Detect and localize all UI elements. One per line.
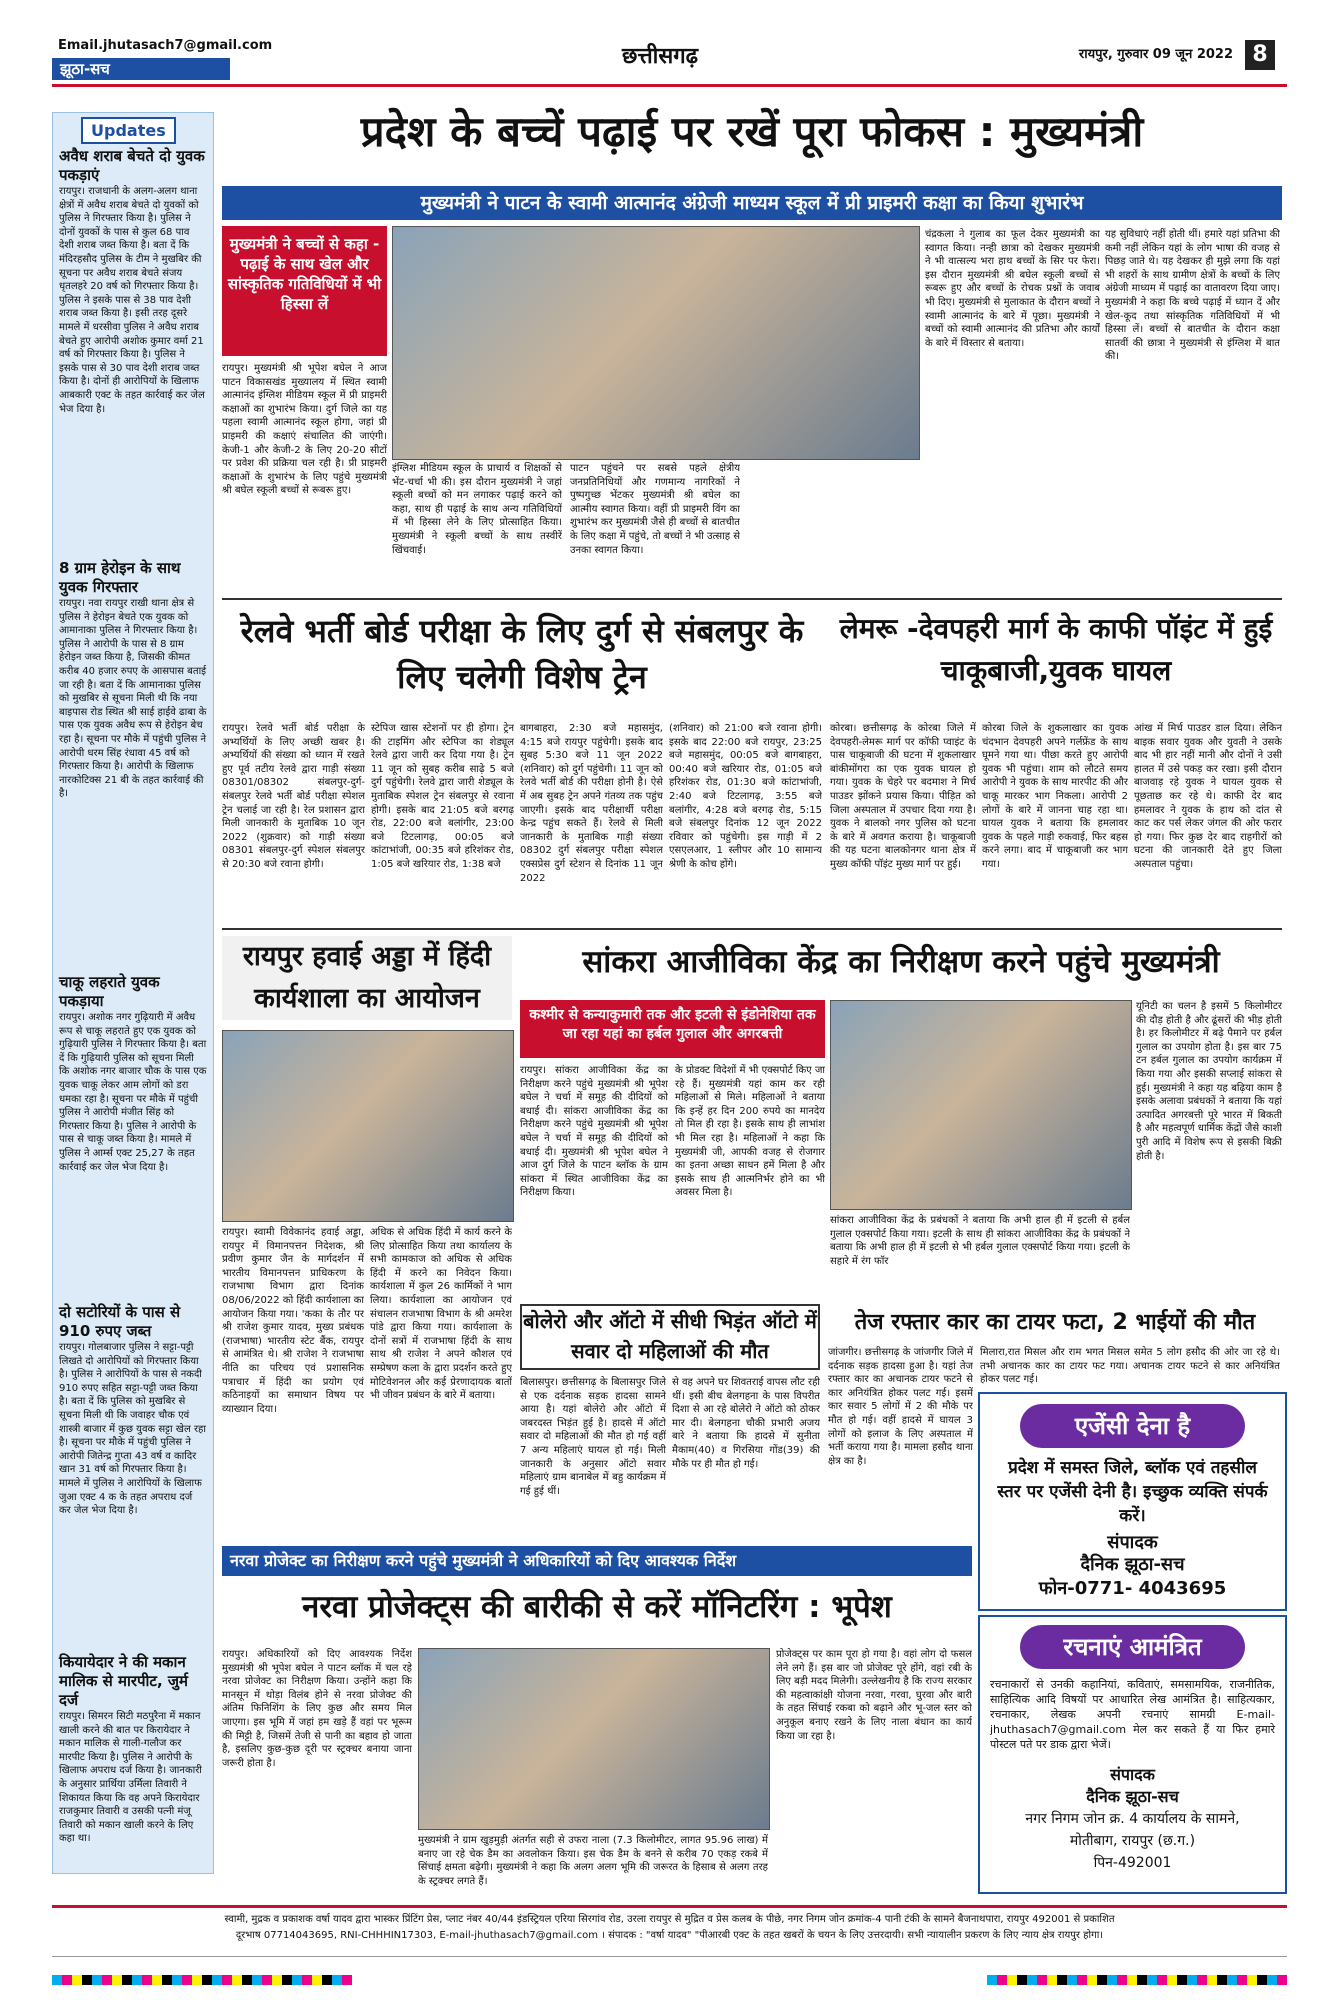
rachna-ad-pin: पिन-492001 [1093,1855,1172,1871]
bolero-body-col1: बिलासपुर। छत्तीसगढ़ के बिलासपुर जिले से एक दर्दनाक सड़क हादसा सामने आया है। यहां बोलेरो और ऑटो में जबरदस्त भिड़ंत हुई है। हादसे में ऑटो सवार दो महिलाओं की मौत हो गई वहीं 7 अन्य महिलाएं घायल हो गई। मिली जानकारी के अनुसार ऑटो सवार महिलाएं ग्राम बानाबेल में बहु कार्यक्रम में गई हुई थीं। [520,1377,666,1497]
agency-ad-pill: एजेंसी देना है [1020,1404,1245,1448]
section-state: छत्तीसगढ़ [622,44,698,69]
rail-body-col3: बागबाहरा, 2:30 बजे महासमुंद, 4:15 बजे रायपुर पहुंचेगी। इसके बाद सुबह 5:30 बजे 11 जून 2022 (शनिवार) को दुर्ग पहुंचेगी। 11 जून को रेलवे भर्ती बोर्ड की परीक्षा होनी है। ऐसे में अब सुबह ट्रेन अपने गंतव्य तक पहुंच जाएगी। इसके बाद परीक्षार्थी परीक्षा केन्द्र पहुंच सकते हैं। रेलवे से मिली जानकारी के मुताबिक गाड़ी संख्या 08302 दुर्ग संबलपुर परीक्षा स्पेशल एक्सप्रेस दुर्ग स्टेशन से दिनांक 11 जून 2022 [520,723,663,884]
header-rule [52,84,1287,87]
narwa-body-col2: प्रोजेक्ट्स पर काम पूरा हो गया है। वहां लोग दो फसल लेने लगे हैं। इस बार जो प्रोजेक्ट पूरे होंगे, वहां रबी के लिए बड़ी मदद मिलेगी। उल्लेखनीय है कि राज्य सरकार की महत्वाकांक्षी योजना नरवा, गरवा, घुरवा और बारी के तहत सिंचाई रकबा को बढ़ाने और भू-जल स्तर को अनुकूल बनाए रखने के लिए नाला बंधान का कार्य किया जा रहा है। [776,1649,972,1742]
tyre-headline: तेज रफ्तार कार का टायर फटा, 2 भाईयों की मौत [854,1310,1256,1335]
agency-ad-editor: संपादक [1107,1532,1158,1553]
rail-body-col2: स्टेपिज खास स्टेशनों पर ही होगा। ट्रेन की टाइमिंग और स्टेपिज का शेड्यूल रेलवे द्वारा जारी कर दिया गया है। ट्रेन 11 जून को सुबह करीब साढ़े 5 बजे दुर्ग पहुंचेगी। रेलवे द्वारा जारी शेड्यूल के मुताबिक स्पेशल ट्रेन संबलपुर से रवाना होगी। इसके बाद 21:05 बजे बरगढ़ रोड, 22:00 बजे बलांगीर, 23:00 बजे टिटलागढ़, 00:05 बजे कांटाभांजी, 00:35 बजे हरिशंकर रोड, 1:05 बजे खरियार रोड, 1:38 बजे [371,723,514,870]
lead-body-col4: चंद्रकला ने गुलाब का फूल देकर मुख्यमंत्री का स्वागत किया। नन्ही छात्रा को देखकर मुख्यमंत्री ने भी वात्सल्य भरा हाथ बच्चों के सिर पर फेरा। इस दौरान मुख्यमंत्री श्री बघेल स्कूली बच्चों से रूबरू हुए और बच्चों के रोचक प्रश्नों के जवाब भी दिए। मुख्यमंत्री से मुलाकात के दौरान बच्चों ने स्वामी आत्मानंद के बारे में पूछा। मुख्यमंत्री ने बच्चों को स्वामी आत्मानंद की प्रतिभा और कार्यों के बारे में विस्तार से बताया। [925,229,1100,349]
header-email: Email.jhutasach7@gmail.com [58,38,273,53]
lead-body-col1: रायपुर। मुख्यमंत्री श्री भूपेश बघेल ने आज पाटन विकासखंड मुख्यालय में स्थित स्वामी आत्मानंद इंग्लिश मीडियम स्कूल में प्री प्राइमरी कक्षाओं का शुभारंभ किया। दुर्ग जिले का यह पहला स्वामी आत्मानंद स्कूल होगा, जहां प्री प्राइमरी की कक्षाएं संचालित की जाएंगी। केजी-1 और केजी-2 के लिए 20-20 सीटों पर प्रवेश की प्रक्रिया चल रही है। प्री प्राइमरी कक्षाओं के शुभारंभ के लिए पहुंचे मुख्यमंत्री श्री बघेल स्कूली बच्चों से रूबरू हुए। [222,363,387,497]
tyre-body-col1: जांजगीर। छत्तीसगढ़ के जांजगीर जिले में दर्दनाक सड़क हादसा हुआ है। यहां तेज रफ्तार कार का अचानक टायर फटने से कार अनियंत्रित होकर पलट गई। इसमें कार सवार 5 लोगों में 2 की मौके पर मौत हो गई। वहीं हादसे में घायल 3 लोगों को इलाज के लिए अस्पताल में भर्ती कराया गया है। मामला हसौद थाना क्षेत्र का है। [828,1347,973,1467]
sankra-body-col2: के प्रोडक्ट विदेशों में भी एक्सपोर्ट किए जा रहे हैं। मुख्यमंत्री यहां काम कर रही महिलाओं से मिले। महिलाओं ने बताया कि इन्हें हर दिन 200 रुपये का मानदेय तो मिल ही रहा है। इसके साथ ही लाभांश भी मिल रहा है। महिलाओं ने कहा कि मुख्यमंत्री जी, आपकी वजह से रोजगार का इतना अच्छा साधन हमें मिला है और इसके साथ ही आत्मनिर्भर होने का भी अवसर मिला है। [675,1065,825,1199]
rachna-ad-paper: दैनिक झूठा-सच [1086,1787,1179,1806]
narwa-headline: नरवा प्रोजेक्ट्स की बारीकी से करें मॉनिटरिंग : भूपेश [302,1589,892,1625]
sankra-headline: सांकरा आजीविका केंद्र का निरीक्षण करने पहुंचे मुख्यमंत्री [582,944,1220,980]
sidebar-story [59,559,207,801]
sankra-body-col1: रायपुर। सांकरा आजीविका केंद्र का निरीक्षण करने पहुंचे मुख्यमंत्री श्री भूपेश बघेल ने चर्चा में समूह की दीदियों को बधाई दी। सांकरा आजीविका केंद्र का निरीक्षण करने पहुंचे मुख्यमंत्री श्री भूपेश बघेल ने चर्चा में समूह की दीदियों को बधाई दी। मुख्यमंत्री श्री भूपेश बघेल ने आज दुर्ग जिले के पाटन ब्लॉक के ग्राम सांकरा में स्थित आजीविका केंद्र का निरीक्षण किया। [520,1065,668,1199]
narwa-subheadline: नरवा प्रोजेक्ट का निरीक्षण करने पहुंचे मुख्यमंत्री ने अधिकारियों को दिए आवश्यक निर्देश [222,1546,972,1576]
sidebar-story [59,147,207,416]
sidebar-story-body: रायपुर। अशोक नगर गुढ़ियारी में अवैध रूप से चाकू लहराते हुए एक युवक को गुढ़ियारी पुलिस ने गिरफ्तार किया है। बता दें कि गुढ़ियारी पुलिस को सूचना मिली कि अशोक नगर बाजार चौक के पास एक युवक चाकू लेकर आम लोगों को डरा धमका रहा है। सूचना पर मौके में पहुंची पुलिस ने आरोपी मंजीत सिंह को गिरफ्तार किया है। पुलिस ने आरोपी के पास से चाकू जब्त किया है। मामले में पुलिस ने आर्म्स एक्ट 25,27 के तहत कार्रवाई कर जेल भेज दिया है। [59,1012,207,1173]
lead-photo-cm-with-students [392,226,920,460]
rachna-ad-pill: रचनाएं आमंत्रित [1020,1625,1245,1669]
bolero-body-col2: से वह अपने घर शिवतराई वापस लौट रही थीं। इसी बीच बेलगहना के पास विपरीत दिशा से आ रहे बोलेरो ने ऑटो को ठोकर मार दी। बेलगहना चौकी प्रभारी अजय बारे ने बताया कि हादसे में सुनीता मैकाम(40) व गिरसिया गोंड(39) की मौके पर ही मौत हो गई। [672,1377,820,1470]
sidebar-story [59,973,207,1174]
lead-body-col5: यह सुविधाएं नहीं होती थीं। हमारे यहां प्रतिभा की कमी नहीं लेकिन यहां के लोग भाषा की वजह से पिछड़ जाते थे। यह देखकर ही मुझे लगा कि यहां भी शहरों के साथ ग्रामीण क्षेत्रों के बच्चों के लिए अंग्रेजी माध्यम में पढ़ाई का वातावरण दिया जाए। मुख्यमंत्री ने कहा कि बच्चे पढ़ाई में ध्यान दें और खेल-कूद तथा सांस्कृतिक गतिविधियों में भी हिस्सा लें। बच्चों से बातचीत के दौरान कक्षा सातवीं की छात्रा ने मुख्यमंत्री से इंग्लिश में बात की। [1105,229,1280,363]
page-number: 8 [1245,40,1275,70]
rachna-ad-editor: संपादक [1110,1765,1155,1784]
rachna-ad-address-2: मोतीबाग, रायपुर (छ.ग.) [1069,1833,1196,1849]
lemru-body-col3: आंख में मिर्च पाउडर डाल दिया। लेकिन बाइक सवार युवक और युवती ने उसके बाद भी हार नहीं मानी और दोनों ने उसी हालत में उसे पकड़ कर रखा। इसी दौरान बाजवाड़ रहे युवक ने घायल युवक से पूछताछ कर रहे थे। काफी देर बाद हमलावर ने युवक के हाथ को दांत से काट कर पर्स लेकर जंगल की ओर फरार हो गया। फिर कुछ देर बाद राहगीरों को घटना की जानकारी देते हुए जिला अस्पताल पहुंचा। [1134,723,1282,870]
lead-headline: प्रदेश के बच्चें पढ़ाई पर रखें पूरा फोकस : मुख्यमंत्री [360,107,1144,156]
divider [222,928,1282,930]
masthead: झूठा-सच [52,58,230,80]
rachna-ad [978,1615,1287,1894]
print-color-bar [52,1975,352,1985]
bolero-headline: बोलेरो और ऑटो में सीधी भिड़ंत ऑटो में सवार दो महिलाओं की मौत [520,1304,820,1370]
header-date: रायपुर, गुरुवार 09 जून 2022 [1078,47,1233,62]
sidebar-story-body: रायपुर। गोलबाजार पुलिस ने सट्टा-पट्टी लिखते दो आरोपियों को गिरफ्तार किया है। पुलिस ने आरोपियों के पास से नकदी 910 रुपए सहित सट्टा-पट्टी जब्त किया है। बता दें कि पुलिस को मुखबिर से सूचना मिली थी कि जवाहर चौक एवं शास्त्री बाजार में कुछ युवक सट्टा खेल रहा है। सूचना पर मौके में पहुंची पुलिस ने आरोपी जितेन्द्र गुप्ता 43 वर्ष व कादिर खान 31 वर्ष को गिरफ्तार किया है। मामले में पुलिस ने आरोपियों के खिलाफ जुआ एक्ट 4 क के तहत अपराध दर्ज कर जेल भेज दिया है। [59,1342,206,1517]
lemru-body-col1: कोरबा। छत्तीसगढ़ के कोरबा जिले में देवपहरी-लेमरू मार्ग पर कॉफी प्वाइंट के पास चाकूबाजी की घटना में शुकलाखार बांकीमोंगरा का एक युवक घायल हो गया। युवक के चेहरे पर बदमाश ने मिर्च पाउडर झोंकने प्रयास किया। पीड़ित को जिला अस्पताल में उपचार दिया गया है। युवक ने बालको नगर पुलिस को घटना के बारे में अवगत कराया है। चाकूबाजी की यह घटना बालकोनगर थाना क्षेत्र में मुख्य कॉफी पॉइंट मुख्य मार्ग पर हुई। [830,723,976,870]
sidebar-story-title: अवैध शराब बेचते दो युवक पकड़ाएं [59,147,205,184]
sidebar-story-title: दो सटोरियों के पास से 910 रुपए जब्त [59,1303,181,1340]
sidebar-story-title: 8 ग्राम हेरोइन के साथ युवक गिरफ्तार [59,559,181,596]
sidebar-story-body: रायपुर। राजधानी के अलग-अलग थाना क्षेत्रों में अवैध शराब बेचते दो युवकों को पुलिस ने गिरफ्तार किया है। पुलिस ने दोनों युवकों के पास से कुल 68 पाव देशी शराब जब्त किया है। बता दें कि मंदिरहसौद पुलिस के टीम ने मुखबिर की सूचना पर अवैध शराब बेचते संजय धृतलहरे 20 वर्ष को गिरफ्तार किया है। पुलिस ने इसके पास से 38 पाव देशी शराब जब्त किया है। इसी तरह दूसरे मामले में धरसीवा पुलिस ने अवैध शराब बेचते हुए आरोपी अशोक कुमार वर्मा 21 वर्ष को गिरफ्तार किया है। पुलिस ने इसके पास से 30 पाव देशी शराब जब्त किया है। दोनों ही आरोपियों के खिलाफ आबकारी एक्ट के तहत कार्रवाई कर जेल भेज दिया है। [59,186,205,415]
airport-headline: रायपुर हवाई अड्डा में हिंदी कार्यशाला का आयोजन [222,936,512,1020]
rachna-ad-text: रचनाकारों से उनकी कहानियां, कविताएं, समसामयिक, राजनीतिक, साहित्यिक आदि विषयों पर आधारित लेख आमंत्रित है। साहित्यकार, रचनाकार, लेखक अपनी रचनाएं सामग्री E-mail-jhuthasach7@gmail.com मेल कर सकते हैं या फिर हमारे पोस्टल पते पर डाक द्वारा भेजें। [990,1678,1275,1751]
sidebar-story-body: रायपुर। नवा रायपुर राखी थाना क्षेत्र से पुलिस ने हेरोइन बेचते एक युवक को आमानाका पुलिस ने गिरफ्तार किया है। पुलिस ने आरोपी के पास से 8 ग्राम हेरोइन जब्त किया है, जिसकी कीमत करीब 40 हजार रुपए के आसपास बताई जा रही है। बता दें कि आमानाका पुलिस को मुखबिर से सूचना मिली थी कि नया बाइपास रोड स्थित श्री साई हाईवे ढाबा के पास एक युवक अवैध रूप से हेरोइन बेच रहा है। सूचना पर मौके में पहुंची पुलिस ने आरोपी धरम सिंह रंधावा 45 वर्ष को गिरफ्तार किया है। आरोपी के खिलाफ नारकोटिक्स 21 बी के तहत कार्रवाई की है। [59,598,207,800]
narwa-body-col1: रायपुर। अधिकारियों को दिए आवश्यक निर्देश मुख्यमंत्री श्री भूपेश बघेल ने पाटन ब्लॉक में चल रहे नरवा प्रोजेक्ट का निरीक्षण किया। उन्होंने कहा कि मानसून में थोड़ा विलंब होने से नरवा प्रोजेक्ट की अंतिम फिनिशिंग के लिए कुछ और समय मिल जाएगा। इस भूमि में जहां हम खड़े हैं वहां पर भूरूम की मिट्टी है, जिसमें तेजी से पानी का बहाव हो जाता है, इसलिए कुछ-कुछ दूरी पर स्ट्रक्चर बनाया जाना जरूरी होता है। [222,1649,412,1769]
airport-body-col1: रायपुर। स्वामी विवेकानंद हवाई अड्डा, रायपुर में विमानपत्तन निदेशक, श्री प्रवीण कुमार जैन के मार्गदर्शन में भारतीय विमानपत्तन प्राधिकरण के राजभाषा विभाग द्वारा दिनांक 08/06/2022 को हिंदी कार्यशाला का आयोजन किया गया। 'कका के तौर पर श्री राजेश कुमार यादव, मुख्य प्रबंधक (राजभाषा) भारतीय स्टेट बैंक, रायपुर से आमंत्रित थे। श्री राजेश ने राजभाषा नीति का परिचय एवं प्रशासनिक पत्राचार में हिंदी का प्रयोग एवं कठिनाइयों का समाधान विषय पर व्याख्यान दिया। [222,1227,364,1415]
lead-body-col3b [748,462,918,590]
lead-body-col3: पाटन पहुंचने पर सबसे पहले क्षेत्रीय जनप्रतिनिधियों और गणमान्य नागरिकों ने पुष्पगुच्छ भेंटकर मुख्यमंत्री श्री बघेल का आत्मीय स्वागत किया। वहीं प्री प्राइमरी विंग का शुभारंभ कर मुख्यमंत्री जैसे ही बच्चों से बातचीत के लिए कक्षा में पहुंचे, तो बच्चों ने भी उत्साह से उनका स्वागत किया। [570,463,740,556]
sidebar-story-title: कियायेदार ने की मकान मालिक से मारपीट, जुर्म दर्ज [59,1653,188,1709]
lead-subheadline: मुख्यमंत्री ने पाटन के स्वामी आत्मानंद अंग्रेजी माध्यम स्कूल में प्री प्राइमरी कक्षा का किया शुभारंभ [222,186,1282,220]
agency-ad-paper: दैनिक झूठा-सच [1080,1554,1185,1575]
updates-sidebar [52,112,214,1874]
imprint-line-2: दूरभाष 07714043695, RNI-CHHHIN17303, E-mail-jhuthasach7@gmail.com । संपादक : "वर्षा यादव" "पीआरबी एक्ट के तहत खबरों के चयन के लिए उत्तरदायी। सभी न्यायालीन प्रकरण के लिए न्याय क्षेत्र रायपुर होगा। [235,1930,1104,1941]
lemru-body-col2: कोरबा जिले के शुकलाखार का युवक चंदभान देवपहरी अपने गर्लफ्रेंड के साथ घूमने गया था। पीछा करते हुए आरोपी युवक भी पहुंचा। शाम को लौटते समय आरोपी ने युवक के साथ मारपीट की और चाकू मारकर भाग निकला। आरोपी 2 लोगों के बारे में जानना चाह रहा था। घायल युवक ने बताया कि हमलावर युवक के पहले गाड़ी रुकवाई, फिर बहस करने लगा। बाद में चाकूबाजी कर भाग गया। [982,723,1128,870]
rachna-ad-address-1: नगर निगम जोन क्र. 4 कार्यालय के सामने, [1025,1811,1240,1827]
divider [222,598,1282,600]
airport-workshop-photo [222,1030,514,1222]
agency-ad [978,1392,1287,1611]
updates-badge: Updates [81,117,176,144]
lemru-headline: लेमरू -देवपहरी मार्ग के काफी पॉइंट में हुई चाकूबाजी,युवक घायल [839,612,1273,687]
imprint-line-1: स्वामी, मुद्रक व प्रकाशक वर्षा यादव द्वारा भास्कर प्रिंटिंग प्रेस, प्लाट नंबर 40/44 इंडस्ट्रियल एरिया सिरगांव रोड, उरला रायपुर से मुद्रित व प्रेस कलब के पीछे, नगर निगम जोन क्रमांक-4 पानी टंकी के सामने बैजनाथपारा, रायपुर 492001 से प्रकाशित [224,1914,1115,1925]
sankra-photo-caption: सांकरा आजीविका केंद्र के प्रबंधकों ने बताया कि अभी हाल ही में इटली से हर्बल गुलाल एक्सपोर्ट किया गया। इटली के साथ ही सांकरा आजीविका केंद्र के प्रबंधकों ने बताया कि अभी हाल ही में इटली से भी हर्बल गुलाल एक्सपोर्ट किया गया। इटली के सहारे में रंग फॉर [830,1215,1130,1267]
airport-body-col2: अधिक से अधिक हिंदी में कार्य करने के लिए प्रोत्साहित किया तथा कार्यालय के सभी कामकाज को अधिक से अधिक हिंदी में करने का निवेदन किया। कार्यशाला में कुल 26 कार्मिकों ने भाग लिया। कार्यशाला का आयोजन एवं संचालन राजभाषा विभाग के श्री अमरेश पांडे द्वारा किया गया। कार्यशाला के दोनों सत्रों में राजभाषा हिंदी के साथ साथ श्री राजेश ने अपने कौशल एवं सम्प्रेषण कला के द्वारा प्रदर्शन करते हुए मोटिवेशनल और कई प्रेरणादायक बातों भी जीवन प्रबंधन के बारे में बताया। [370,1227,512,1402]
print-color-bar [987,1975,1287,1985]
agency-ad-phone: फोन-0771- 4043695 [1038,1578,1227,1599]
lead-callout: मुख्यमंत्री ने बच्चों से कहा - पढ़ाई के साथ खेल और सांस्कृतिक गतिविधियों में भी हिस्सा लें [222,226,387,356]
sidebar-story [59,1303,207,1518]
rail-headline: रेलवे भर्ती बोर्ड परीक्षा के लिए दुर्ग से संबलपुर के लिए चलेगी विशेष ट्रेन [240,612,804,696]
rail-body-col1: रायपुर। रेलवे भर्ती बोर्ड परीक्षा के अभ्यर्थियों के लिए अच्छी खबर है। अभ्यर्थियों की संख्या को ध्यान में रखते हुए पूर्व तटीय रेलवे द्वारा गाड़ी संख्या 08301/08302 संबलपुर-दुर्ग-संबलपुर रेलवे भर्ती बोर्ड परीक्षा स्पेशल ट्रेन चलाई जा रही है। रेल प्रशासन द्वारा मिली जानकारी के मुताबिक 10 जून 2022 (शुक्रवार) को गाड़ी संख्या 08301 संबलपुर-दुर्ग स्पेशल संबलपुर से 20:30 बजे रवाना होगी। [222,723,365,870]
tyre-body-col2: मिलारा,रात मिसल और राम भगत मिसल समेत 5 लोग हसौद की ओर जा रहे थे। तभी अचानक कार का टायर फट गया। अचानक टायर फटने से कार अनियंत्रित होकर पलट गई। [980,1347,1280,1386]
sankra-body-col3: यूनिटी का चलन है इसमें 5 किलोमीटर की दौड़ होती है और ढूंसरों की भीड़ होती है। हर किलोमीटर में बढ़े पैमाने पर हर्बल गुलाल का उपयोग होता है। इस बार 75 टन हर्बल गुलाल का उपयोग कार्यक्रम में किया गया और इसकी सप्लाई सांकरा से हुई। मुख्यमंत्री ने कहा यह बढ़िया काम है इसके अलावा प्रबंधकों ने बताया कि यहां उत्पादित अगरबत्ती पूरे भारत में बिकती है और महत्वपूर्ण धार्मिक केंद्रों जैसे काशी पुरी आदि में विशेष रूप से इसकी बिक्री होती है। [1136,1001,1282,1162]
rail-body-col4: (शनिवार) को 21:00 बजे रवाना होगी। इसके बाद 22:00 बजे रायपुर, 23:25 बजे महासमुंद, 00:05 बजे बागबाहरा, 00:40 बजे खरियार रोड, 01:05 बजे हरिशंकर रोड, 01:30 बजे कांटाभांजी, 2:40 बजे टिटलागढ़, 3:55 बजे बलांगीर, 4:28 बजे बरगढ़ रोड, 5:15 बजे संबलपुर दिनांक 12 जून 2022 रविवार को पहुंचेगी। इस गाड़ी में 2 एसएलआर, 1 स्लीपर और 10 सामान्य श्रेणी के कोच होंगे। [669,723,822,870]
sankra-subheadline: कश्मीर से कन्याकुमारी तक और इटली से इंडोनेशिया तक जा रहा यहां का हर्बल गुलाल और अगरबत्ती [520,1000,825,1058]
narwa-photo-caption: मुख्यमंत्री ने ग्राम खुड़मुड़ी अंतर्गत सही से उफरा नाला (7.3 किलोमीटर, लागत 95.96 लाख) में बनाए जा रहे चेक डैम का अवलोकन किया। इस चेक डैम के बनने से करीब 70 एकड़ रकबे में सिंचाई क्षमता बढ़ेगी। मुख्यमंत्री ने कहा कि अलग अलग भूमि की जरूरत के हिसाब से अलग तरह के स्ट्रक्चर लगते हैं। [418,1835,768,1887]
sidebar-story-body: रायपुर। सिमरन सिटी मठपुरैना में मकान खाली करने की बात पर किरायेदार ने मकान मालिक से गाली-गलौज कर मारपीट किया है। पुलिस ने आरोपी के खिलाफ अपराध दर्ज किया है। जानकारी के अनुसार प्रार्थिया उर्मिला तिवारी ने शिकायत किया कि वह अपने किरायेदार राजकुमार तिवारी व उसकी पत्नी मंजू तिवारी को मकान खाली करने के लिए कहा था। [59,1711,202,1845]
sankra-cm-visit-photo [830,1000,1132,1210]
sidebar-story-title: चाकू लहराते युवक पकड़ाया [59,973,160,1010]
imprint-footer [52,1905,1287,1957]
narwa-inspection-photo [418,1648,770,1830]
sidebar-story [59,1653,207,1846]
lead-body-col2: इंग्लिश मीडियम स्कूल के प्राचार्य व शिक्षकों से भेंट-चर्चा भी की। इस दौरान मुख्यमंत्री ने जहां स्कूली बच्चों को मन लगाकर पढ़ाई करने को कहा, साथ ही पढ़ाई के साथ अन्य गतिविधियों में भी हिस्सा लेने के लिए प्रोत्साहित किया। मुख्यमंत्री ने स्कूली बच्चों के साथ तस्वीरें खिंचवाई। [392,463,562,556]
agency-ad-text: प्रदेश में समस्त जिले, ब्लॉक एवं तहसील स्तर पर एजेंसी देनी है। इच्छुक व्यक्ति संपर्क करें। [997,1458,1268,1526]
